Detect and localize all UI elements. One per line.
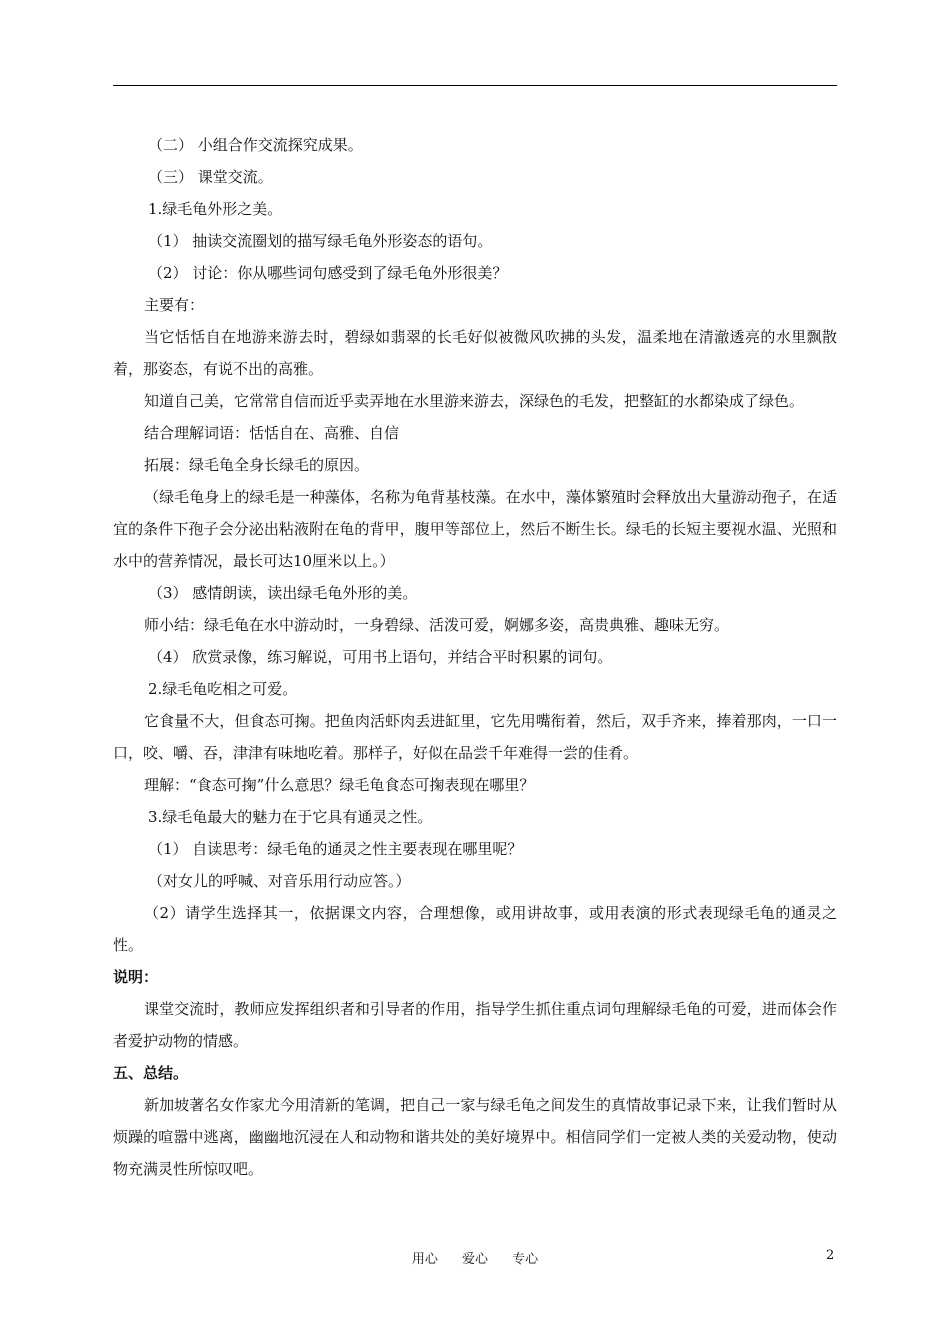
paragraph: （绿毛龟身上的绿毛是一种藻体，名称为龟背基枝藻。在水中，藻体繁殖时会释放出大量游动孢子，在适宜的条件下孢子会分泌出粘液附在龟的背甲，腹甲等部位上，然后不断生长。绿毛的长短主要视水温、光照和水中的营养情况，最长可达10厘米以上。）: [113, 488, 837, 570]
paragraph: 3.绿毛龟最大的魅力在于它具有通灵之性。: [148, 808, 433, 826]
paragraph: （二） 小组合作交流探究成果。: [148, 136, 363, 154]
paragraph: 课堂交流时，教师应发挥组织者和引导者的作用，指导学生抓住重点词句理解绿毛龟的可爱，进而体会作者爱护动物的情感。: [113, 1000, 837, 1050]
paragraph: （1） 自读思考：绿毛龟的通灵之性主要表现在哪里呢？: [148, 840, 523, 858]
header-rule: [113, 85, 837, 86]
section-heading: 五、总结。: [113, 1064, 189, 1082]
paragraph: 1.绿毛龟外形之美。: [148, 200, 283, 218]
paragraph: 理解：“食态可掬”什么意思？绿毛龟食态可掬表现在哪里？: [144, 776, 535, 794]
paragraph: 当它恬恬自在地游来游去时，碧绿如翡翠的长毛好似被微风吹拂的头发，温柔地在清澈透亮的水里飘散着，那姿态，有说不出的高雅。: [113, 328, 837, 378]
footer-word: 专心: [512, 1252, 539, 1267]
document-body: [113, 129, 837, 1185]
footer-motto: [0, 1248, 950, 1267]
paragraph: 拓展：绿毛龟全身长绿毛的原因。: [144, 456, 370, 474]
paragraph: 新加坡著名女作家尤今用清新的笔调，把自己一家与绿毛龟之间发生的真情故事记录下来，让我们暂时从烦躁的喧嚣中逃离，幽幽地沉浸在人和动物和谐共处的美好境界中。相信同学们一定被人类的关爱动物，使动物充满灵性所惊叹吧。: [113, 1096, 837, 1178]
paragraph: 2.绿毛龟吃相之可爱。: [148, 680, 298, 698]
paragraph: 师小结：绿毛龟在水中游动时，一身碧绿、活泼可爱，婀娜多姿，高贵典雅、趣味无穷。: [144, 616, 730, 634]
paragraph: 主要有：: [144, 296, 205, 314]
paragraph: （4） 欣赏录像，练习解说，可用书上语句，并结合平时积累的词句。: [148, 648, 613, 666]
footer-word: 爱心: [461, 1252, 488, 1267]
paragraph: （三） 课堂交流。: [148, 168, 273, 186]
paragraph: 结合理解词语：恬恬自在、高雅、自信: [144, 424, 400, 442]
section-heading: 说明：: [113, 968, 159, 986]
paragraph: （3） 感情朗读，读出绿毛龟外形的美。: [148, 584, 418, 602]
paragraph: 知道自己美，它常常自信而近乎卖弄地在水里游来游去，深绿色的毛发，把整缸的水都染成了绿色。: [144, 392, 805, 410]
paragraph: （1） 抽读交流圈划的描写绿毛龟外形姿态的语句。: [148, 232, 493, 250]
paragraph: （对女儿的呼喊、对音乐用行动应答。）: [148, 872, 411, 890]
footer-word: 用心: [411, 1252, 438, 1267]
paragraph: 它食量不大，但食态可掬。把鱼肉活虾肉丢进缸里，它先用嘴衔着，然后，双手齐来，捧着那肉，一口一口，咬、嚼、吞，津津有味地吃着。那样子，好似在品尝千年难得一尝的佳肴。: [113, 712, 837, 762]
page-number: 2: [826, 1248, 835, 1263]
paragraph: （2）请学生选择其一，依据课文内容，合理想像，或用讲故事，或用表演的形式表现绿毛龟的通灵之性。: [113, 904, 837, 954]
paragraph: （2） 讨论：你从哪些词句感受到了绿毛龟外形很美？: [148, 264, 508, 282]
